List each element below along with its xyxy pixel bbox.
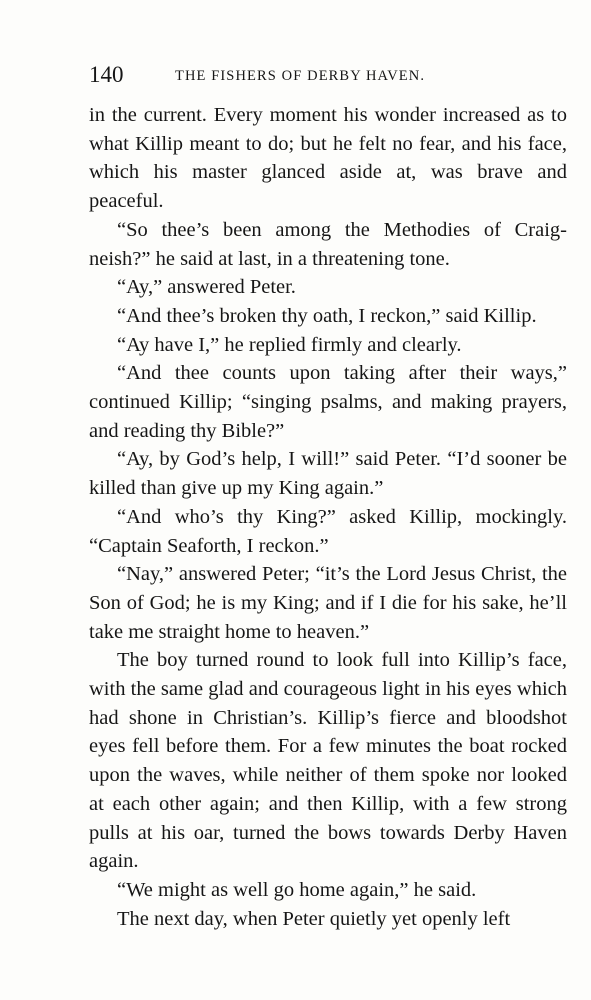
page-number: 140: [89, 62, 124, 87]
paragraph: “So thee’s been among the Methodies of Craig-neish?” he said at last, in a threatening tone.: [89, 218, 567, 270]
paragraph: in the current. Every moment his wonder increased as to what Killip meant to do; but he felt no fear, and his face, which his master glanced aside at, was brave and peaceful.: [89, 104, 567, 213]
paragraph: “And thee’s broken thy oath, I reckon,” said Killip.: [117, 304, 537, 327]
body-text: [89, 101, 567, 933]
paragraph: The next day, when Peter quietly yet openly left: [117, 907, 511, 930]
paragraph: “Ay have I,” he replied firmly and clearly.: [117, 333, 462, 356]
paragraph: “Ay, by God’s help, I will!” said Peter. “I’d sooner be killed than give up my King again.”: [89, 448, 567, 500]
paragraph: “And who’s thy King?” asked Killip, mockingly. “Captain Seaforth, I reckon.”: [89, 505, 567, 557]
paragraph: “Ay,” answered Peter.: [117, 276, 296, 299]
paragraph: The boy turned round to look full into Killip’s face, with the same glad and courageous light in his eyes which had shone in Christian’s. Killip’s fierce and bloodshot eyes fell before them. For a few minutes the boat rocked upon the waves, while neither of them spoke nor looked at each other again; and then Killip, with a few strong pulls at his oar, turned the bows towards Derby Haven again.: [89, 649, 567, 873]
paragraph: “Nay,” answered Peter; “it’s the Lord Jesus Christ, the Son of God; he is my King; and if I die for his sake, he’ll take me straight home to heaven.”: [89, 563, 567, 643]
paragraph: “And thee counts upon taking after their ways,” continued Killip; “singing psalms, and making prayers, and reading thy Bible?”: [89, 362, 567, 442]
running-title: THE FISHERS OF DERBY HAVEN.: [175, 68, 426, 84]
paragraph: “We might as well go home again,” he said.: [117, 878, 477, 901]
page-header: [89, 60, 567, 90]
